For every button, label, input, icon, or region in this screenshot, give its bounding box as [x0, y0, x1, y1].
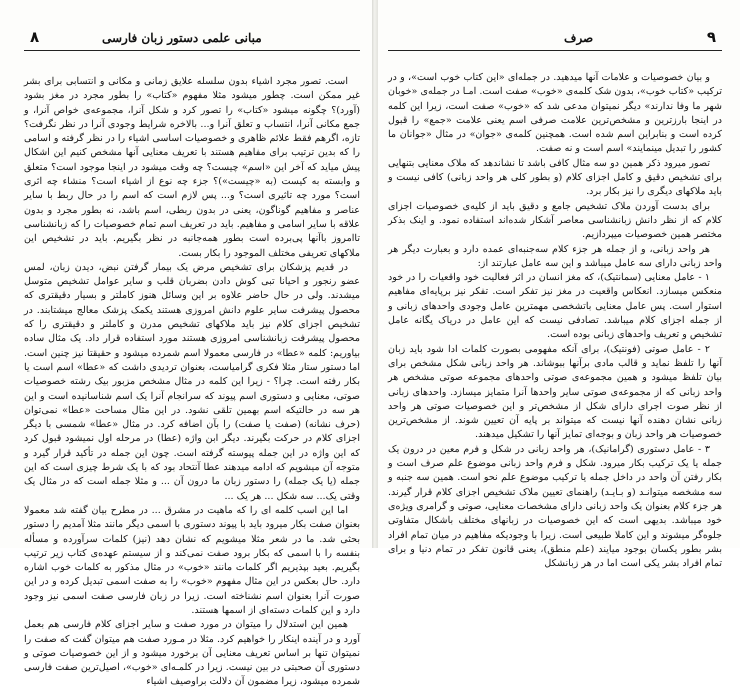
- left-paragraph-4: همین این استدلال را میتوان در مورد صفت و سایر اجزای کلام فارسی هم بعمل آورد و در آینده اینکار را خواهیم کرد. مثلا در مـورد صفت هم میتوان گفت که صفت را نمیتوان تنها بر اساس تعریف معنایی آن برخورد میشود و از این خصوصیات صوتی و دستوری آن صحبتی در بین نیست. زیرا در کلمـه‌ای «خوب»، اصیل‌ترین صفت فارسی شمرده میشود، زیرا مضمون آن دلالت براوصیف اشیاء: [24, 619, 360, 688]
- right-paragraph-2: تصور میرود ذکر همین دو سه مثال کافی باشد تا نشاندهد که ملاک معنایی بتنهایی برای تشخیص دقیق و کامل اجزای کلام (و بطور کلی هر واحد زبانی) کافی نیست و باید ملاکهای دیگری را نیز بکار برد.: [388, 157, 722, 198]
- left-paragraph-2: در قدیم پزشکان برای تشخیص مرض یک بیمار گرفتن نبض، دیدن زبان، لمس عضو رنجور و احیانا تبی کوش دادن بضربان قلب و سایر عوامل تشخیص متوسل میشدند. ولی در حال حاضر علاوه بر این وسائل هنوز کاملتر و بسیار دقیقتری که محصول پیشرفت سایر علوم دانش امروزی هستند یکمک پزشک معالج میشتابند. در تشخیص اجزای کلام نیز باید ملاکهای تشخیص مدرن و کاملتر و دقیقتری را که محصول پیشرفت زبانشناسی امروزی هستند مورد استفاده قرار داد. یک مثال ساده بیاوریم: کلمه «عطا» در فارسی معمولا اسم شمرده میشود و حقیقتا نیز چنین است. اما دستور ستار مثلا فکری گرامیاست، بعنوان تردیدی داشت که «عطا» اسم است یا بکار رفته است. چرا؟ - زیرا این کلمه در مثال مشخص مزبور بیک رشته خصوصیات صوتی، معنایی و دستوری اسم پیوند که سرانجام آنرا یک اسم شناسانیده است و این هر سه در حالتیکه اسم بهمین تلقی نشود. در این مثال مساحت «عطا» نمی‌توان (حرف نشانه) (صفت یا صفت) را بآن اضافه کرد. در مثال «عطا» شمسی با دیگر اجزای کلام در حرکت بگیرند. دیگر ابن واژه (عطا) در مرحله اول نمیشود قبول کرد که این واژه در این جمله پیوسته گرفته است. چون این جمله در تأکید قرار گیرد و متوجه آن میشویم که ادامه میدهند عطا آنتحاد بود که با یک شرط چیزی است که این جمله (یا یک جمله) را دستور زبان ما درون آن ... و مثلا جمله است که در مثال یک وقتی یک... سه شکل ... هر یک ...: [24, 261, 360, 502]
- left-running-title: مبانی علمی دستور زبان فارسی: [102, 31, 262, 45]
- right-paragraph-6: ۲ - عامل صوتی (فونتیک)، برای آنکه مفهومی بصورت کلمات ادا شود باید زبان آنها را تلفظ نماید و قالب مادی برآنها ببوشاند. هر واحد زبانی شکل مشخص برای بیان تلفظ میشود و همین مجموعه‌ی صوتی واحدهای مجموعه صوتی مشخص هر واحد زبانی که از مجموعه‌ی صوتی سایر واحدها آنرا متمایز میسازد. واحدهای زبانی از نظر صوت اجرای دارای شکل از مشخص‌تر و این خصوصیات صوتی هر واحد زبانی نشان دهنده آنها نیست که میتواند بر پایه آن تعیین شوند. از مشخص‌ترین خصوصیات هر واحد زبان و بوجه‌ای تمایز آنها را تشکیل میدهند.: [388, 343, 722, 441]
- right-page-number: ۹: [706, 28, 716, 46]
- right-paragraph-4: هر واحد زبانی، و از جمله هر جزء کلام سه‌جنبه‌ای عمده دارد و بعبارت دیگر هر واحد زبانی دارای سه عامل میباشد و این سه عامل عبارتند از:: [388, 243, 722, 269]
- left-running-head: [24, 28, 360, 51]
- left-paragraph-3: اما این اسب کلمه ای را که ماهیت در مشرق ... در مطرح بیان گفته شد معمولا بعنوان صفت بکار میرود باید با پیوند دستوری با اسمی دیگر مانند مثلا آمدیم را دستور بحثی شد. ما در شعر مثلا میشویم که نشان دهد (نیز) کلمات سرآورده و مسأله بنفسه را با اسمی که بکار برود صفت نمی‌کند و از سیستم عهده‌ی کتاب زیر ترتیب بگیریم. بعید بپذیریم اگر کلمات مانند «خوب» در مثال مذکور به کلمات خوب اشاره دارد. حال بعکس در این مثال مفهوم «خوب» را به صفت اسمی تبدیل کرده و در این صورت آنرا بعنوان اسم نشناخته است. زیرا در زبان فارسی صفت اسمی نیز وجود دارد و این کلمات دسته‌ای از اسمها هستند.: [24, 504, 360, 616]
- right-paragraph-3: برای بدست آوردن ملاک تشخیص جامع و دقیق باید از کلیه‌ی خصوصیات اجزای کلام که از نظر دانش زبانشناسی معاصر آشکار شده‌اند استفاده نمود. و اینک بذکر مختصر همین خصوصیات میپردازیم.: [388, 200, 722, 241]
- right-page: [378, 0, 740, 570]
- right-paragraph-5: ۱ - عامل معنایی (سمانتیک)، که مغز انسان در اثر فعالیت خود واقعیات را در خود منعکس میسازد. انعکاس واقعیت در مغز نیز تفکر است. تفکر نیز برپایه‌ای مفاهیم استوار است. پس عامل معنایی باتشخصی مهمترین عامل وجودی واحدهای زبانی و از جمله اجزای کلام میباشد. تصادفی نیست که این عامل در دریاک یگانه عامل تشخیص و تعریف واحدهای زبانی بوده است.: [388, 272, 722, 341]
- left-page-number: ۸: [30, 28, 40, 46]
- left-paragraph-1: است. تصور مجرد اشیاء بدون سلسله علایق زمانی و مکانی و انتسابی برای بشر غیر ممکن است. چطور میشود مثلا مفهوم «کتاب» را بطور مجرد در مغز بشود (آورد)؟ چگونه میشود «کتاب» را تصور کرد و شکل آنرا، مجموعه‌ی خواص آنرا، و جمع مکانی آنرا، انتساب و تعلق آنرا و... بالاخره شرایط وجودی آنرا در نظر نگرفت؟ تازه، اگرهم فقط علائم ظاهری و خصوصیات اساسی اشیاء را در نظر گرفته و اسامی را که بدین ترتیب برای مفاهیم هستند با تعریف معنایی آنها مشخص کنیم این اشکال پیش میاید که آخر این «اسم» چیست؟ چه وقت میشود در اینجا موجود است؟ متعلق و وابسته به کیست (به «چیست»)؟ جزء چه نوع از اشیاء است؟ منشاء چه اثری است؟ مورد چه تاثیری است؟ و... پس لازم است که اسم را در حال ربط با سایر عناصر و مفاهیم گوناگون، یعنی در بدون ربطی، اسم باشد، نه بطور مجرد و بدون علاقه با سایر اسامی و مفاهیم. باید در تعریف اسم تمام خصوصیات را که زبانشناسی تاامروز باآنها پی‌برده است بطور همه‌جانبه در نظر بگیریم. باید در تشخیص این ملاکهای تعریفی مختلف الموجود را بکار بست.: [24, 76, 360, 259]
- right-running-head: [388, 28, 722, 51]
- right-paragraph-7: ۳ - عامل دستوری (گرامانیک)، هر واحد زبانی در شکل و فرم معین در درون یک جمله یا یک ترکیب بکار میرود. شکل و فرم واحد زبانی موضوع علم صرف است و بکار رفتن آن واحد در داخل جمله یا ترکیب موضوع علم نحو است. همین سه جنبه و سه مشخصه میتوانـد (و بـایـد) راهنمای تعیین ملاک تشخیص اجزای کلام قرار گیرند. هر جزء کلام بعنوان یک واحد زبانی دارای مشخصات معنایی، صوتی و گرامری ویژه‌ی خود میباشد. بدیهی است که این خصوصیات در زبانهای مختلف باشکال متفاوتی جلوه‌گر میشوند و این کاملا طبیعی است. زیرا با وجودیکه مفاهیم در میان تمام افراد بشر بطور یکسان بوجود میایند (علم منطق)، یعنی قانون تفکر در تمام دنیا و برای تمام افراد بشر یکی است اما در هر زبانشکل: [388, 443, 722, 570]
- right-running-title: صرف: [564, 31, 594, 45]
- right-page-body: [388, 71, 722, 570]
- left-page-body: [24, 75, 360, 688]
- right-paragraph-1: و بیان خصوصیات و علامات آنها میدهید. در جمله‌ای «این کتاب خوب است»، و در ترکیب «کتاب خوب»، بدون شک کلمه‌ی «خوب» صفت است. امـا در جمله‌ی «خوبان شهر ما وفا ندارند» دیگر نمیتوان مدعی شد که «خوب» صفت است، زیرا این کلمه در اینجا بارزترین و مشخص‌ترین علامت صرفی اسم یعنی علامت «جمع» را قبول کرده است و بنابراین اسم شده است. همچنین کلمه‌ی «جوان» در مثال «جوانان ما کشور را تبدیل مینمایند» اسم است و نه صفت.: [388, 72, 722, 155]
